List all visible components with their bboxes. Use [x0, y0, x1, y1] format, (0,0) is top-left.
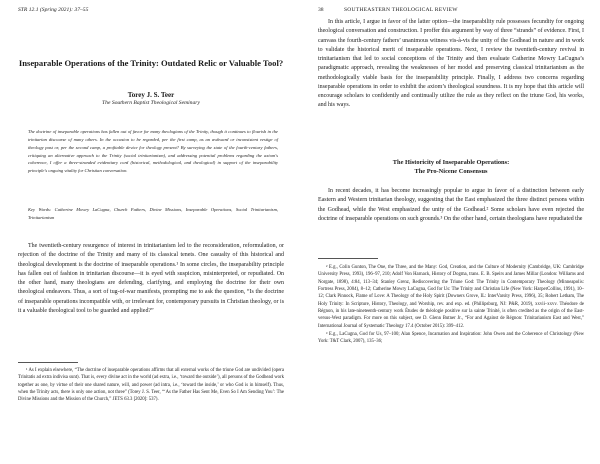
running-head-left: STR 12.1 (Spring 2021): 37–55: [18, 7, 89, 13]
section-heading-line-2: The Pro-Nicene Consensus: [414, 167, 488, 175]
page-number: 38: [318, 7, 324, 13]
footnote-3: ³ E.g., LaCugna, God for Us, 97–100; Alan Spence, Incarnation and Inspiration: John Owen and the Coherence of Christology (New York: T&T Clark, 2007), 135–36;: [318, 332, 584, 345]
keywords: Key Words: Catherine Mowry LaCugna, Church Fathers, Divine Missions, Inseparable Operations, Social Trinitarianism, Trinitarianism: [28, 207, 278, 220]
section-heading: [318, 159, 584, 176]
author-name: Torey J. S. Teer: [127, 91, 175, 99]
author-affiliation: The Southern Baptist Theological Seminary: [102, 100, 200, 106]
body-text-left: The twentieth-century resurgence of interest in trinitarianism led to the reconsideration, reformulation, or rejection of the doctrine of the Trinity and many of its classical tenets. One casualty of this historical and theological development is the doctrine of inseparable operations.¹ In some circles, the inseparability principle has fallen out of fashion in trinitarian discourse—it is eyed with suspicion, misinterpreted, or repudiated. On the other hand, many theologians are defending, clarifying, and employing the doctrine for their own theological endeavors. Thus, a sort of tug-of-war manifests, prompting me to ask the question, “Is the doctrine of inseparable operations incompatible with, or irrelevant for, contemporary pursuits in Christian theology, or is it a valuable theological tool to be guarded and applied?”: [18, 243, 284, 314]
article-title: Inseparable Operations of the Trinity: Outdated Relic or Valuable Tool?: [18, 58, 284, 68]
running-head-right: SOUTHEASTERN THEOLOGICAL REVIEW: [344, 7, 458, 13]
body-text-right-intro: In this article, I argue in favor of the latter option—the inseparability rule possesses fecundity for ongoing theological conversation and construction. I proffer this argument by way of three “strands” of evidence. First, I canvass the fourth-century fathers’ unanimous witness vis-à-vis the unity of the Godhead in nature and in work to validate the historical merit of inseparable operations. Next, I review the twentieth-century revival in trinitarianism that led to social conceptions of the Trinity and then evaluate Catherine Mowry LaCugna’s paradigmatic approach, revealing the weaknesses of her model and preserving classical trinitarianism as the methodologically viable basis for the inseparability principle. Finally, I address two concerns regarding inseparable operations in order to exhibit the axiom’s theological soundness. It is my hope that this article will encourage scholars to confidently and continually utilize the rule as they reflect on the triune God, his works, and his ways.: [318, 19, 584, 109]
right-page: [300, 0, 600, 464]
footnote-divider-right: [318, 258, 378, 259]
footnote-divider-left: [18, 362, 78, 363]
footnote-1: ¹ As I explain elsewhere, “The doctrine of inseparable operations affirms that all external works of the triune God are undivided (opera Trinitatis ad extra indivisa sunt). That is, every divine act in the world (ad extra, i.e., ‘toward the outside’), all persons of the Godhead work together as one, by virtue of their one shared nature, will, and power (ad intra, i.e., ‘toward the inside,’ or who God is in himself). Thus, when the Trinity acts, there is only one action, not three” (Torey J. S. Teer, “‘As the Father Has Sent Me, Even So I Am Sending You’: The Divine Missions and the Mission of the Church,” JETS 63.3 [2020]: 537).: [18, 368, 284, 403]
section-heading-line-1: The Historicity of Inseparable Operations:: [392, 159, 510, 166]
footnote-2: ² E.g., Colin Gunton, The One, the Three, and the Many: God, Creation, and the Culture of Modernity (Cambridge, UK: Cambridge University Press, 1993), 196–97, 210; Adolf Von Harnack, History of Dogma, trans. E. B. Speirs and James Millar (London: Williams and Norgate, 1898), 4:84, 113–34; Stanley Grenz, Rediscovering the Triune God: The Trinity in Contemporary Theology (Minneapolis: Fortress Press, 2004), 8–12; Catherine Mowry LaCugna, God for Us: The Trinity and Christian Life (New York: HarperCollins, 1991), 10–12; Clark Pinnock, Flame of Love: A Theology of the Holy Spirit (Downers Grove, IL: InterVarsity Press, 1996), 35; Robert Letham, The Holy Trinity: In Scripture, History, Theology, and Worship, rev. and exp. ed. (Phillipsburg, NJ: P&R, 2019), xxvii–xxvv. Théodore de Régnon, in his late-nineteenth-century work Études de théologie positive sur la sainte Trinité, is often credited as the origin of the East-versus-West paradigm. For more on this subject, see D. Glenn Butner Jr., “For and Against de Régnon: Trinitarianism East and West,” International Journal of Systematic Theology 17.4 (October 2015): 399–412.: [318, 265, 584, 329]
body-text-right-section: In recent decades, it has become increasingly popular to argue in favor of a distinction between early Eastern and Western trinitarian theology, suggesting that the East emphasized the three distinct persons within the Godhead, while the West emphasized the unity of the Godhead.² Some scholars have even rejected the doctrine of inseparable operations on such grounds.³ On the other hand, certain theologians have repudiated the: [318, 188, 584, 222]
footnotes-right: [318, 264, 584, 347]
abstract: The doctrine of inseparable operations has fallen out of favor for many theologians of the Trinity, though it continues to flourish in the trinitarian discourse of many others. In the occasion to be regarded, per the first camp, as an awkward or inconsistent vestige of theology past or, per the second camp, a profitable device for theology present? By surveying the state of the fourth-century fathers, critiquing an alternative approach to the Trinity (social trinitarianism), and addressing potential problems regarding the axiom's coherence, I offer a three-stranded evidentiary cord (historical, methodological, and theological) in support of the inseparability principle's ongoing vitality for Christian conversation.: [28, 129, 278, 174]
